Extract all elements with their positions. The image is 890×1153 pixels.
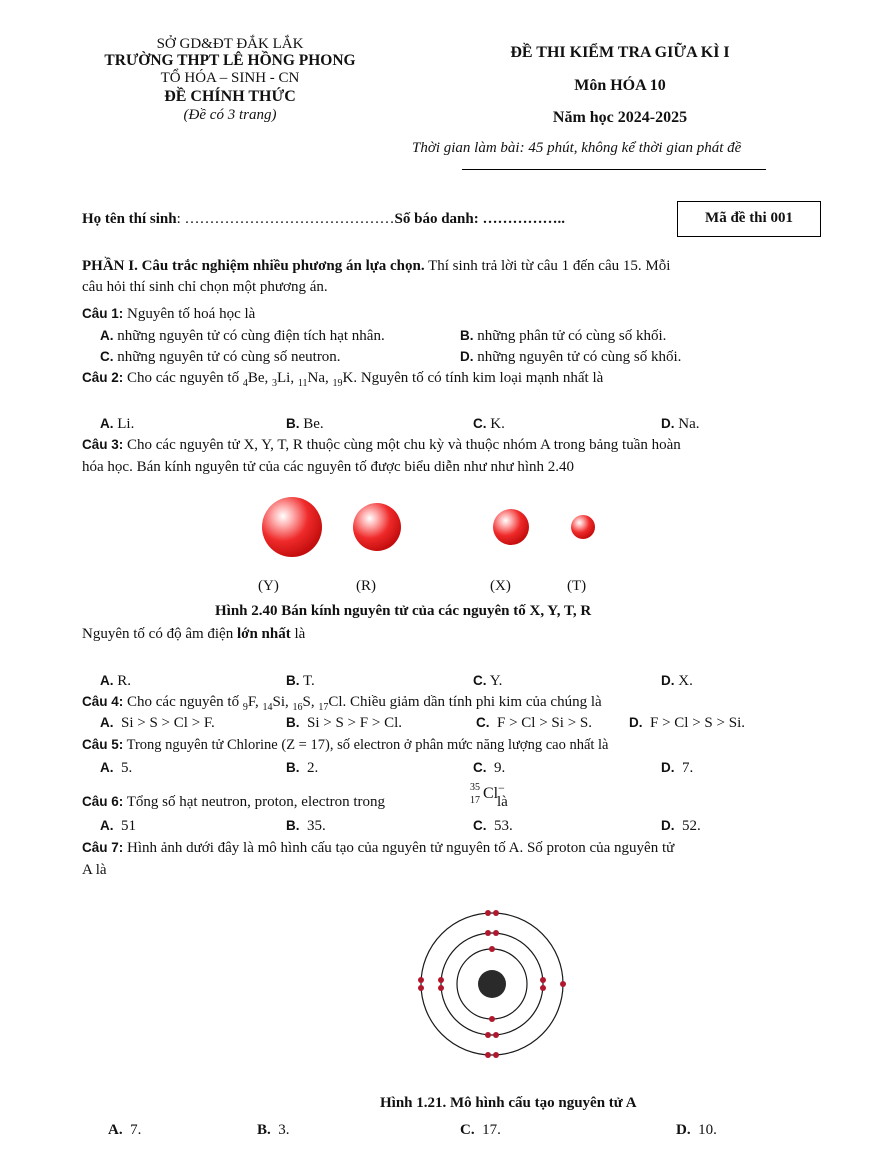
q2-option-b[interactable] — [286, 416, 324, 433]
option-text: 35. — [307, 818, 326, 834]
option-text: T. — [302, 673, 315, 689]
option-text: F > Cl > Si > S. — [497, 715, 592, 731]
atomic-radius-figure — [250, 490, 610, 570]
header-left — [80, 36, 380, 124]
q2-label: Câu 2: — [82, 370, 124, 385]
option-letter: C. — [460, 1122, 475, 1138]
q4-option-b[interactable] — [286, 715, 402, 732]
q4-text: Chiều giảm dần tính phi kim của chúng là — [346, 694, 602, 710]
q3-label: Câu 3: — [82, 437, 124, 452]
q7-option-d[interactable] — [676, 1122, 717, 1139]
electron — [485, 930, 491, 936]
option-text: Si > S > F > Cl. — [307, 715, 402, 731]
electron — [493, 1052, 499, 1058]
option-text: những nguyên tử có cùng điện tích hạt nhân. — [117, 328, 385, 344]
option-text: 5. — [121, 760, 133, 776]
page-count: (Đề có 3 trang) — [183, 107, 277, 123]
electron — [493, 910, 499, 916]
q7-option-b[interactable] — [257, 1122, 290, 1139]
atom-label-t: (T) — [567, 578, 587, 594]
exam-year: Năm học 2024-2025 — [552, 109, 688, 126]
exam-title: ĐỀ THI KIỂM TRA GIỮA KÌ I — [510, 44, 730, 61]
option-text: F > Cl > S > Si. — [650, 715, 745, 731]
option-text: những phân tử có cùng số khối. — [477, 328, 667, 344]
option-text: R. — [117, 673, 132, 689]
option-letter: B. — [286, 818, 300, 833]
q5-stem — [82, 737, 609, 754]
q2-stem: Câu 2: Cho các nguyên tố $_4$Be, $_3$Li, $_{11}$Na, $_{19}$K. Nguyên tố có tính kim loại mạnh nhất là — [82, 370, 604, 389]
option-text: Be. — [303, 416, 324, 432]
q7-label: Câu 7: — [82, 840, 124, 855]
option-letter: B. — [286, 416, 300, 431]
part1-instr2: câu hỏi thí sinh chỉ chọn một phương án. — [82, 279, 328, 295]
option-text: 7. — [682, 760, 694, 776]
nucleus — [478, 970, 506, 998]
option-text: 51 — [121, 818, 136, 834]
q4-label: Câu 4: — [82, 694, 124, 709]
q1-option-c[interactable] — [100, 349, 341, 366]
q3-option-b[interactable] — [286, 673, 315, 690]
q6-option-b[interactable] — [286, 818, 326, 835]
q3-option-a[interactable] — [100, 673, 131, 690]
q5-option-b[interactable] — [286, 760, 318, 777]
option-text: Na. — [678, 416, 700, 432]
q3-ask-post: là — [290, 626, 306, 642]
q6-tail: là — [497, 794, 508, 810]
atom-x-sphere — [493, 509, 529, 545]
exam-time: Thời gian làm bài: 45 phút, không kể thời gian phát đề — [412, 140, 742, 156]
option-letter: A. — [100, 416, 114, 431]
atom-t-sphere — [571, 515, 595, 539]
q6-stem — [82, 794, 385, 811]
figure-caption-240: Hình 2.40 Bán kính nguyên tử của các nguyên tố X, Y, T, R — [215, 603, 592, 619]
option-letter: B. — [286, 760, 300, 775]
electron — [418, 985, 424, 991]
q1-option-b[interactable] — [460, 328, 666, 345]
option-letter: D. — [661, 760, 675, 775]
option-letter: A. — [100, 715, 114, 730]
option-text: 3. — [278, 1122, 290, 1138]
option-text: 2. — [307, 760, 319, 776]
electron — [540, 985, 546, 991]
q6-option-a[interactable] — [100, 818, 136, 835]
q3-text-2: hóa học. Bán kính nguyên tử của các nguyên tố được biểu diễn như như hình 2.40 — [82, 459, 575, 475]
q5-option-c[interactable] — [473, 760, 505, 777]
atom-r-sphere — [353, 503, 401, 551]
option-text: 9. — [494, 760, 506, 776]
electron — [485, 910, 491, 916]
q3-ask — [82, 626, 305, 643]
q7-option-a[interactable] — [108, 1122, 141, 1139]
option-letter: B. — [460, 328, 474, 343]
option-text: 52. — [682, 818, 701, 834]
q2-option-d[interactable] — [661, 416, 700, 433]
option-letter: D. — [661, 673, 675, 688]
chloride-ion-formula: 35 17 Cl − — [470, 781, 505, 806]
q2-option-c[interactable] — [473, 416, 505, 433]
option-text: những nguyên tử có cùng số neutron. — [117, 349, 341, 365]
school-name: TRƯỜNG THPT LÊ HỒNG PHONG — [104, 52, 356, 69]
option-letter: B. — [286, 673, 300, 688]
atom-label-x: (X) — [490, 578, 511, 594]
option-letter: B. — [257, 1122, 271, 1138]
dept-name: SỞ GD&ĐT ĐẮK LẮK — [156, 36, 304, 52]
option-letter: C. — [473, 818, 487, 833]
official-label: ĐỀ CHÍNH THỨC — [164, 88, 296, 105]
q4-option-a[interactable] — [100, 715, 215, 732]
electron — [489, 1016, 495, 1022]
student-line — [82, 211, 565, 228]
option-letter: A. — [100, 673, 114, 688]
q2-option-a[interactable] — [100, 416, 134, 433]
q5-option-a[interactable] — [100, 760, 132, 777]
q3-stem — [82, 437, 681, 454]
q7-text-2: A là — [82, 862, 107, 878]
option-letter: D. — [676, 1122, 691, 1138]
exam-subject: Môn HÓA 10 — [574, 77, 666, 94]
q3-text: Cho các nguyên tử X, Y, T, R thuộc cùng một chu kỳ và thuộc nhóm A trong bảng tuần hoàn — [123, 437, 681, 453]
electron — [438, 977, 444, 983]
option-letter: D. — [460, 349, 474, 364]
q6-option-c[interactable] — [473, 818, 513, 835]
option-letter: A. — [100, 328, 114, 343]
option-letter: D. — [661, 818, 675, 833]
option-letter: A. — [100, 760, 114, 775]
q1-option-d[interactable] — [460, 349, 681, 366]
q4-stem: Câu 4: Cho các nguyên tố $_9$F, $_{14}$Si, $_{16}$S, $_{17}$Cl. Chiều giảm dần tính phi kim của chúng là — [82, 694, 602, 713]
q3-ask-pre: Nguyên tố có độ âm điện — [82, 626, 237, 642]
q4-option-d[interactable] — [629, 715, 745, 732]
option-letter: D. — [661, 416, 675, 431]
option-letter: A. — [100, 818, 114, 833]
q1-option-a[interactable] — [100, 328, 385, 345]
q7-stem — [82, 840, 674, 857]
q6-label: Câu 6: — [82, 794, 124, 809]
electron — [438, 985, 444, 991]
option-text: K. — [490, 416, 505, 432]
q4-option-c[interactable] — [476, 715, 592, 732]
name-label: Họ tên thí sinh — [82, 211, 177, 227]
q1-label: Câu 1: — [82, 306, 124, 321]
group-name: TỔ HÓA – SINH - CN — [160, 70, 300, 86]
electron — [418, 977, 424, 983]
q5-text: Trong nguyên tử Chlorine (Z = 17), số electron ở phân mức năng lượng cao nhất là — [123, 737, 609, 753]
q7-option-c[interactable] — [460, 1122, 501, 1139]
option-letter: D. — [629, 715, 643, 730]
option-text: 17. — [482, 1122, 501, 1138]
part1-heading: PHẦN I. Câu trắc nghiệm nhiều phương án lựa chọn. — [82, 258, 425, 274]
q6-text: Tổng số hạt neutron, proton, electron trong — [123, 794, 386, 810]
option-text: Si > S > Cl > F. — [121, 715, 215, 731]
q3-option-d[interactable] — [661, 673, 693, 690]
q5-label: Câu 5: — [82, 737, 124, 752]
electron — [540, 977, 546, 983]
option-letter: B. — [286, 715, 300, 730]
option-text: Y. — [489, 673, 503, 689]
atom-label-y: (Y) — [258, 578, 279, 594]
q1-stem — [82, 306, 255, 323]
option-text: 10. — [698, 1122, 717, 1138]
electron — [489, 946, 495, 952]
q6-option-d[interactable] — [661, 818, 701, 835]
part1-instr: Thí sinh trả lời từ câu 1 đến câu 15. Mỗi — [424, 258, 671, 274]
id-label: Số báo danh: …………….. — [394, 211, 565, 227]
atom-label-r: (R) — [356, 578, 376, 594]
q5-option-d[interactable] — [661, 760, 693, 777]
q3-option-c[interactable] — [473, 673, 502, 690]
name-field[interactable]: : …………………………………… — [176, 211, 395, 227]
q1-text: Nguyên tố hoá học là — [123, 306, 256, 322]
header-rule — [462, 169, 766, 170]
q3-ask-bold: lớn nhất — [236, 626, 291, 642]
atom-y-sphere — [262, 497, 322, 557]
electron — [485, 1052, 491, 1058]
electron — [560, 981, 566, 987]
figure-caption-121: Hình 1.21. Mô hình cấu tạo nguyên tử A — [380, 1095, 637, 1111]
option-text: 7. — [130, 1122, 142, 1138]
part1-heading-line — [82, 258, 670, 275]
electron — [493, 1032, 499, 1038]
option-text: 53. — [494, 818, 513, 834]
option-letter: C. — [473, 673, 487, 688]
electron — [485, 1032, 491, 1038]
option-letter: C. — [100, 349, 114, 364]
option-letter: C. — [473, 760, 487, 775]
option-letter: A. — [108, 1122, 123, 1138]
option-text: Li. — [117, 416, 135, 432]
electron — [493, 930, 499, 936]
exam-code-box: Mã đề thi 001 — [677, 201, 821, 237]
option-letter: C. — [473, 416, 487, 431]
option-letter: C. — [476, 715, 490, 730]
option-text: X. — [678, 673, 693, 689]
option-text: những nguyên tử có cùng số khối. — [477, 349, 682, 365]
bohr-model-figure — [412, 904, 576, 1064]
q7-text: Hình ảnh dưới đây là mô hình cấu tạo của nguyên tử nguyên tố A. Số proton của nguyên tử — [123, 840, 675, 856]
